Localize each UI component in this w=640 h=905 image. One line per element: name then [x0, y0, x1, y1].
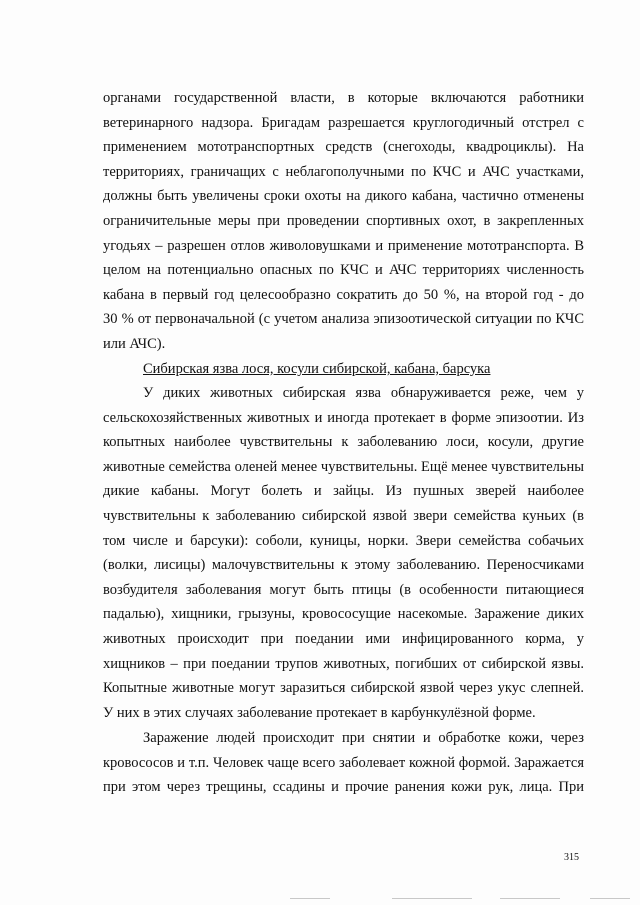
text-line: целом на потенциально опасных по КЧС и АЧС территориях численность: [103, 262, 584, 279]
text-line: территориях, граничащих с неблагополучными по КЧС и АЧС участками,: [103, 163, 584, 180]
scan-artifact: [500, 898, 560, 899]
page-number: 315: [564, 852, 579, 863]
scan-artifact: [590, 898, 630, 899]
text-line: У них в этих случаях заболевание протекает в карбункулёзной форме.: [103, 704, 536, 721]
text-line: кабана в первый год целесообразно сократить до 50 %, на второй год - до: [103, 286, 584, 303]
text-line: падалью), хищники, грызуны, кровососущие насекомые. Заражение диких: [103, 606, 584, 623]
text-line: Копытные животные могут заразиться сибирской язвой через укус слепней.: [103, 680, 584, 697]
text-line: угодьях – разрешен отлов живоловушками и применение мототранспорта. В: [103, 237, 584, 254]
text-line: должны быть увеличены сроки охоты на дикого кабана, частично отменены: [103, 188, 584, 205]
text-line: 30 % от первоначальной (с учетом анализа эпизоотической ситуации по КЧС: [103, 311, 584, 328]
paragraph-3: [103, 726, 584, 800]
scan-artifact: [290, 898, 330, 899]
text-line: ограничительные меры при проведении спортивных охот, в закрепленных: [103, 212, 584, 229]
scan-artifact: [392, 898, 472, 899]
text-line: применением мототранспортных средств (снегоходы, квадроциклы). На: [103, 139, 584, 156]
text-line: чувствительны к заболеванию сибирской язвой звери семейства куньих (в: [103, 507, 584, 524]
text-line: животные семейства оленей менее чувствительны. Ещё менее чувствительны: [103, 458, 584, 475]
text-line: копытных наиболее чувствительны к заболеванию лоси, косули, другие: [103, 434, 584, 451]
text-line: том числе и барсуки): соболи, куницы, норки. Звери семейства собачьих: [103, 532, 584, 549]
text-line: или АЧС).: [103, 335, 166, 352]
text-line: животных происходит при поедании ими инфицированного корма, у: [103, 630, 584, 647]
text-line: возбудителя заболевания могут быть птицы (в особенности питающиеся: [103, 581, 584, 598]
text-line: Заражение людей происходит при снятии и обработке кожи, через: [143, 730, 584, 746]
text-line: сельскохозяйственных животных и иногда протекает в форме эпизоотии. Из: [103, 409, 584, 426]
text-line: дикие кабаны. Могут болеть и зайцы. Из пушных зверей наиболее: [103, 483, 584, 500]
text-line: органами государственной власти, в которые включаются работники: [103, 90, 584, 106]
paragraph-1: [103, 86, 584, 357]
text-line: хищников – при поедании трупов животных, погибших от сибирской язвы.: [103, 655, 584, 672]
section-heading: Сибирская язва лося, косули сибирской, кабана, барсука: [143, 361, 491, 377]
paragraph-2: [103, 381, 584, 725]
text-line: при этом через трещины, ссадины и прочие ранения кожи рук, лица. При: [103, 779, 584, 796]
text-line: У диких животных сибирская язва обнаруживается реже, чем у: [143, 385, 584, 401]
text-line: кровососов и т.п. Человек чаще всего заболевает кожной формой. Заражается: [103, 754, 584, 771]
text-line: ветеринарного надзора. Бригадам разрешается круглогодичный отстрел с: [103, 114, 584, 131]
text-line: (волки, лисицы) малочувствительны к этому заболеванию. Переносчиками: [103, 557, 584, 574]
